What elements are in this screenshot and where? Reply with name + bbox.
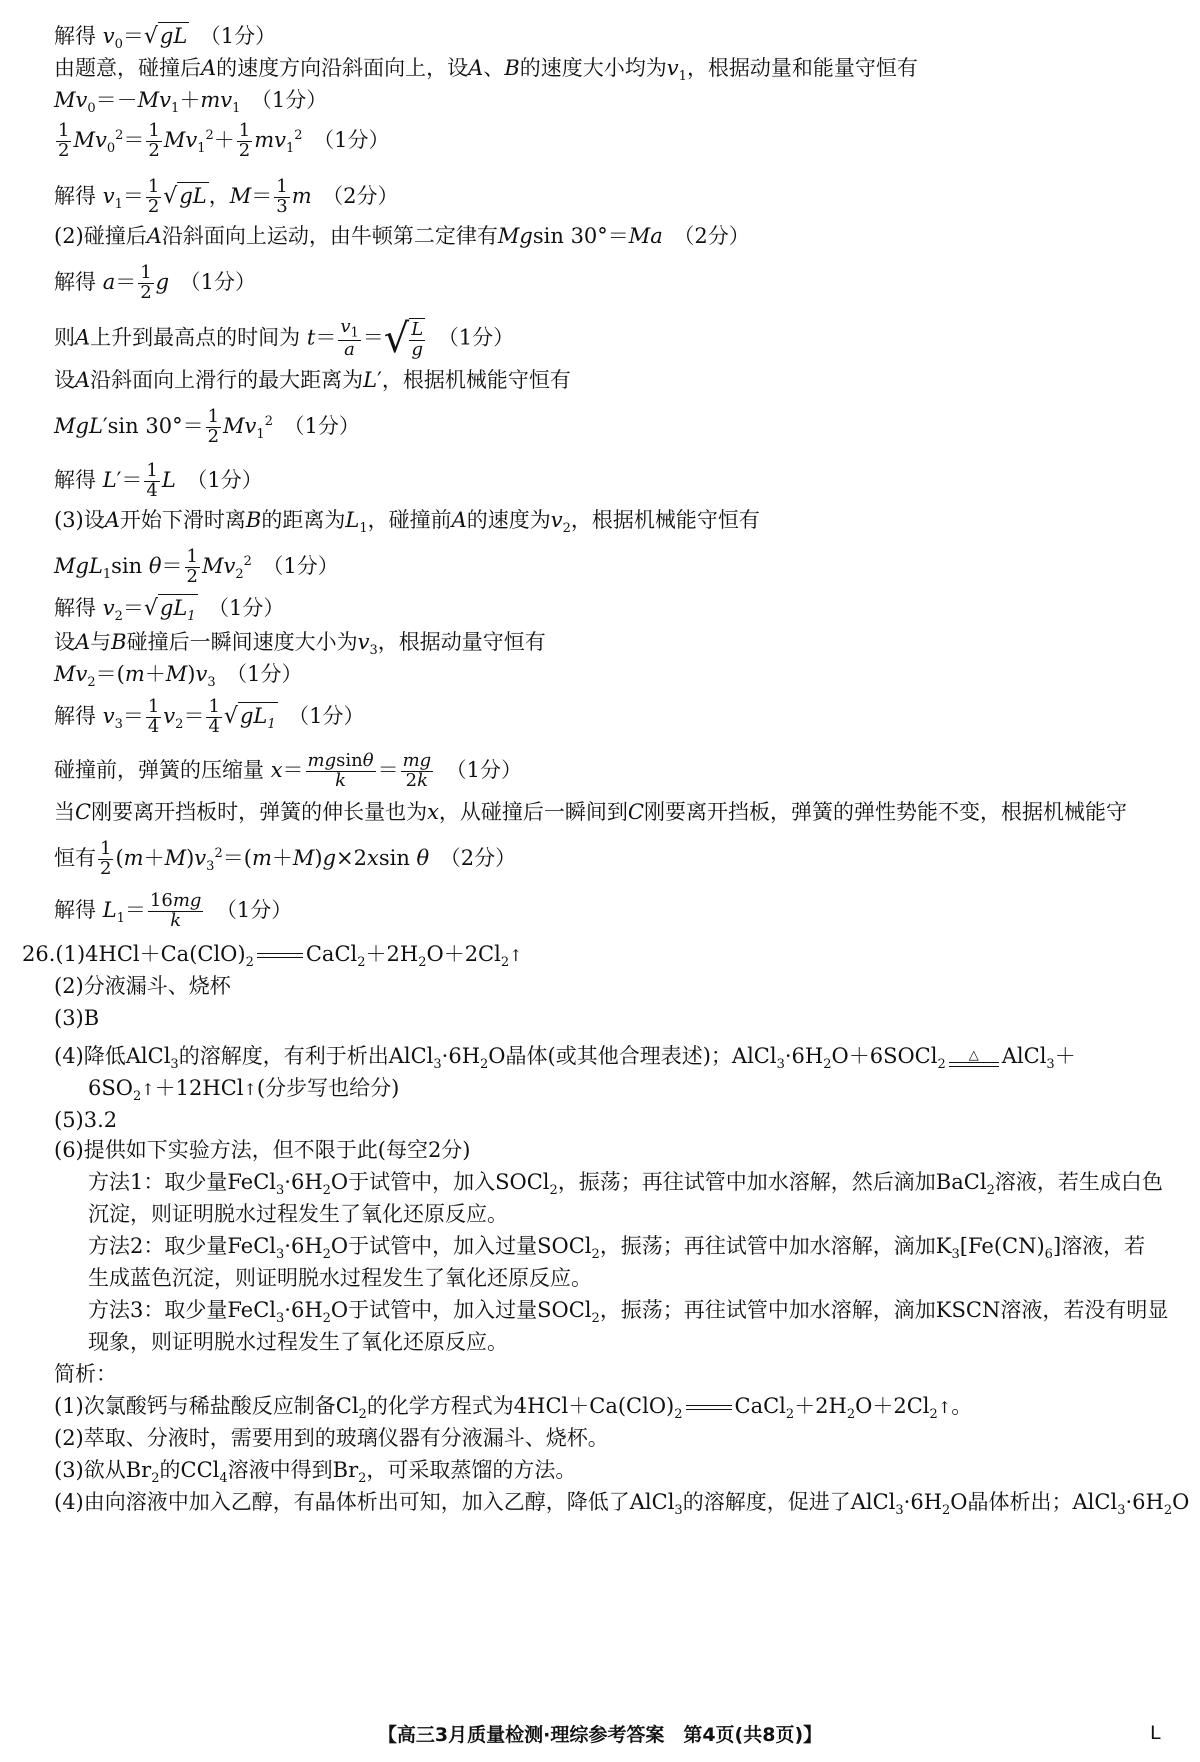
line-07: 解得 a＝ $\frac{1}{2}$ g （1分） [54,262,256,303]
line-29: 方法1：取少量$FeCl_3\cdot 6H_2O$于试管中，加入SOCl$_2$，振荡；再往试管中加水溶解，然后滴加BaCl$_2$溶液，若生成白色 [88,1170,1163,1199]
line-05: 解得 $v_1=$ $\frac{1}{2}$ √gL，M＝ $\frac{1}{3}$ m （2分） [54,176,399,217]
line-35: 简析： [54,1362,117,1386]
line-30: 沉淀，则证明脱水过程发生了氧化还原反应。 [88,1202,508,1226]
line-25: (4)降低AlCl$_3$的溶解度，有利于析出$AlCl_3\cdot 6H_2O$晶体(或其他合理表述)；$AlCl_3\cdot 6H_2O+6SOCl_2$ △ AlCl$_3$＋ [54,1044,1076,1073]
line-26: $6SO_2↑+12HCl↑$(分步写也给分) [88,1076,400,1105]
line-04: $\frac{1}{2}$ $Mv_0^2=$ $\frac{1}{2}$ $Mv_1^2+$ $\frac{1}{2}$ $mv_1^2$ （1分） [58,120,390,161]
line-01: 解得 $v_0=√gL$ （1分） [54,24,277,53]
page-footer: 【高三3月质量检测·理综参考答案 第4页(共8页)】 [377,1724,823,1746]
footer-version-mark: L [1150,1722,1161,1744]
line-10: MgL′sin 30°＝ $\frac{1}{2}$ $Mv_1^2$ （1分） [54,406,360,447]
line-28: (6)提供如下实验方法，但不限于此(每空2分) [54,1138,471,1162]
line-17: 解得 $v_3=$ $\frac{1}{4}$ $v_2=$ $\frac{1}{4}$ $√gL_1$ （1分） [54,696,365,737]
line-39: (4)由向溶液中加入乙醇，有晶体析出可知，加入乙醇，降低了AlCl$_3$的溶解度，促进了$AlCl_3\cdot 6H_2O$晶体析出；$AlCl_3\cdot 6H_2O$ [54,1490,1190,1519]
line-06: (2)碰撞后A沿斜面向上运动，由牛顿第二定律有Mgsin 30°＝Ma （2分） [54,224,750,248]
line-32: 生成蓝色沉淀，则证明脱水过程发生了氧化还原反应。 [88,1266,592,1290]
line-02: 由题意，碰撞后A的速度方向沿斜面向上，设A、B的速度大小均为$v_1$，根据动量和能量守恒有 [54,56,918,85]
line-13: MgL$_1$sin θ＝ $\frac{1}{2}$ $Mv_2^2$ （1分） [54,546,339,587]
line-37: (2)萃取、分液时，需要用到的玻璃仪器有分液漏斗、烧杯。 [54,1426,609,1450]
line-21: 解得 $L_1=$ $\frac{16mg}{k}$ （1分） [54,890,293,931]
line-19: 当C刚要离开挡板时，弹簧的伸长量也为x，从碰撞后一瞬间到C刚要离开挡板，弹簧的弹性势能不变，根据机械能守 [54,800,1127,824]
line-36: (1)次氯酸钙与稀盐酸反应制备$Cl_2$的化学方程式为$4HCl+Ca(ClO)_2$ $CaCl_2+2H_2O+2Cl_2↑$。 [54,1394,973,1423]
line-34: 现象，则证明脱水过程发生了氧化还原反应。 [88,1330,508,1354]
line-31: 方法2：取少量$FeCl_3\cdot 6H_2O$于试管中，加入过量SOCl$_2$，振荡；再往试管中加水溶解，滴加$K_3[Fe(CN)_6]$溶液，若 [88,1234,1146,1263]
line-22: $26.(1)4HCl+Ca(ClO)_2$ $CaCl_2+2H_2O+2Cl_2↑$ [22,942,523,971]
line-15: 设A与B碰撞后一瞬间速度大小为$v_3$，根据动量守恒有 [54,630,546,659]
line-14: 解得 $v_2=√gL_1$ （1分） [54,596,285,625]
line-38: (3)欲从$Br_2$的CCl$_4$溶液中得到$Br_2$，可采取蒸馏的方法。 [54,1458,577,1487]
line-23: (2)分液漏斗、烧杯 [54,974,231,998]
line-03: $Mv_0=-Mv_1+mv_1$ （1分） [54,88,328,117]
line-09: 设A沿斜面向上滑行的最大距离为L′，根据机械能守恒有 [54,368,571,392]
line-11: 解得 L′＝ $\frac{1}{4}$ L （1分） [54,460,263,501]
line-12: (3)设A开始下滑时离B的距离为$L_1$，碰撞前A的速度为$v_2$，根据机械能守恒有 [54,508,760,537]
line-33: 方法3：取少量$FeCl_3\cdot 6H_2O$于试管中，加入过量SOCl$_2$，振荡；再往试管中加水溶解，滴加KSCN溶液，若没有明显 [88,1298,1169,1327]
line-18: 碰撞前，弹簧的压缩量 x＝ $\frac{mgsin\theta}{k}$ ＝ $\frac{mg}{2k}$ （1分） [54,750,523,791]
line-20: 恒有 $\frac{1}{2}$ $(m+M)v_3^2=(m+M)g\times 2xsin$ θ （2分） [54,838,517,879]
line-08: 则A上升到最高点的时间为 t＝ $\frac{v_1}{a}$ ＝ √ $\frac{L}{g}$ （1分） [54,316,515,363]
line-16: $Mv_2=(m+M)v_3$ （1分） [54,662,303,691]
line-24: (3)B [54,1006,100,1030]
line-27: (5)3.2 [54,1108,118,1132]
